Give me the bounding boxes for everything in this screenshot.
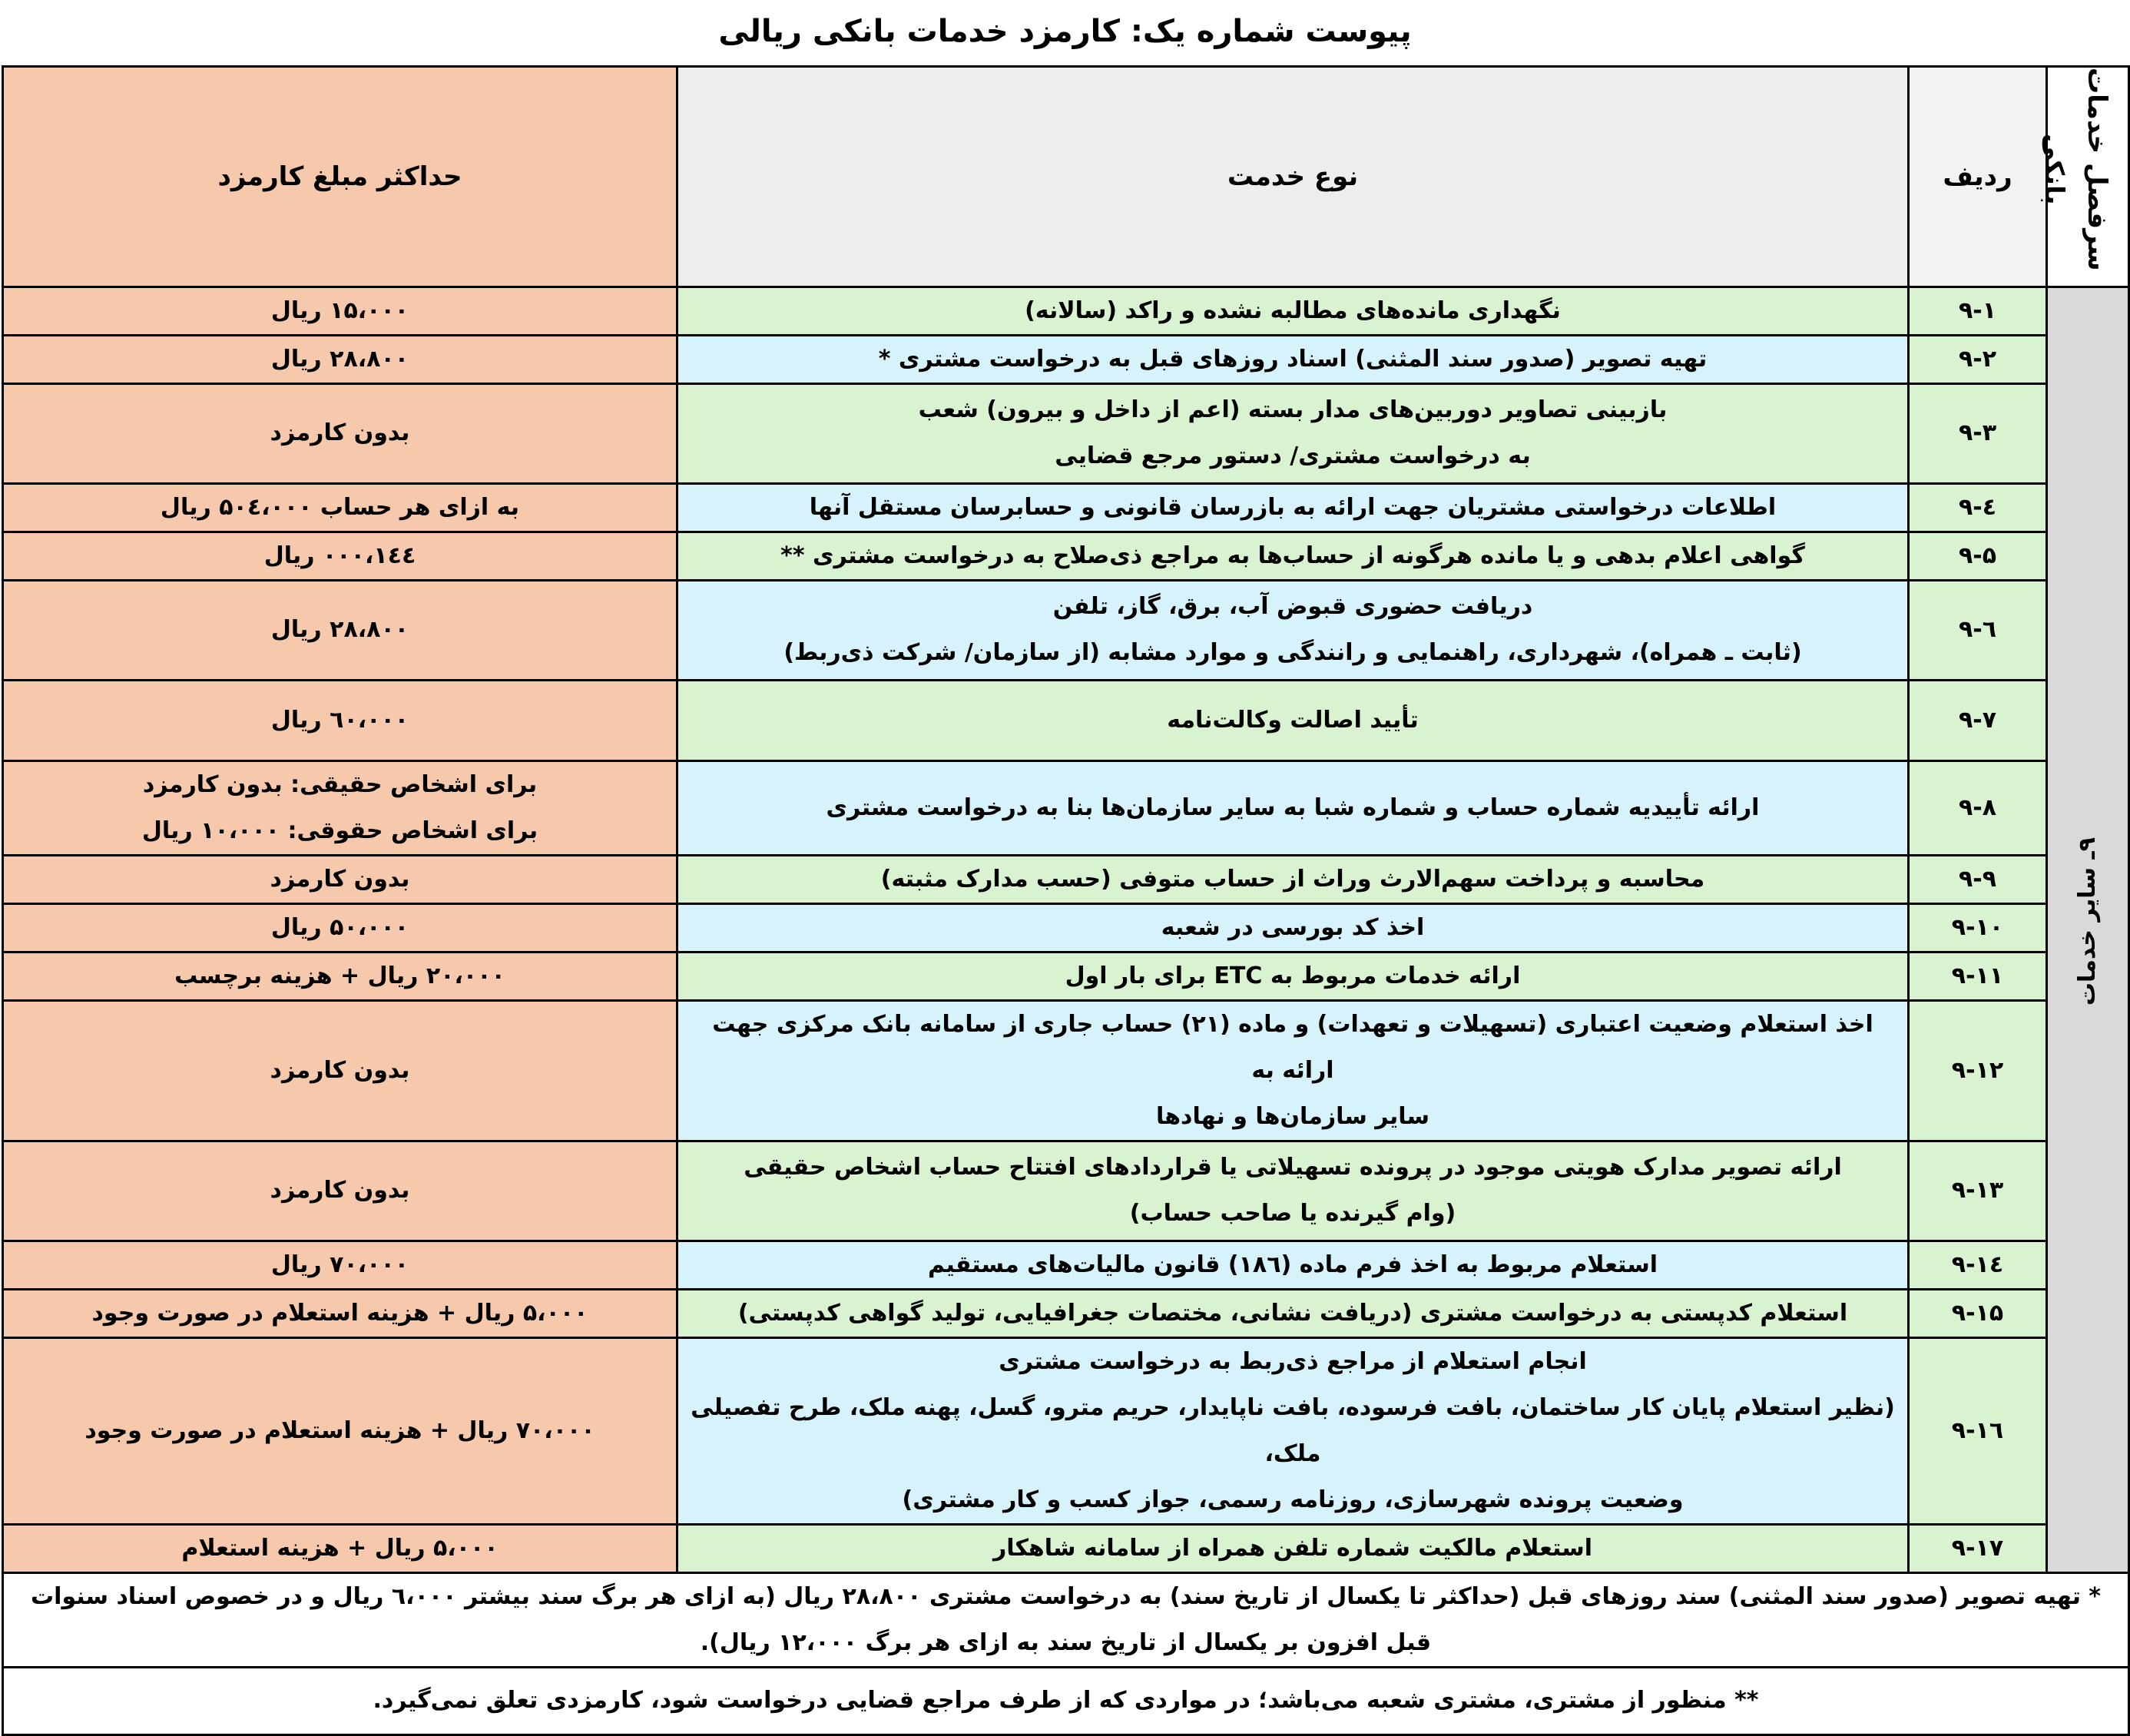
service-text: استعلام کدپستی به درخواست مشتری (دریافت نشانی، مختصات جغرافیایی، تولید گواهی کدپستی) bbox=[737, 1299, 1848, 1327]
max-fee-header: حداکثر مبلغ کارمزد bbox=[3, 67, 677, 287]
fee-text: بدون کارمزد bbox=[270, 1177, 410, 1204]
fee-text: ٦۰،۰۰۰ ریال bbox=[270, 706, 409, 734]
fee-cell bbox=[3, 483, 677, 532]
service-text: تأیید اصالت وکالت‌نامه bbox=[1167, 706, 1419, 734]
section-header-line-1: سرفصل خدمات bbox=[2082, 68, 2112, 271]
service-text: نگهداری مانده‌های مطالبه نشده و راکد (سالانه) bbox=[1025, 297, 1561, 324]
fee-cell bbox=[3, 1337, 677, 1524]
table-row bbox=[3, 1289, 2129, 1337]
footnote-1: * تهیه تصویر (صدور سند المثنی) سند روزهای قبل (حداکثر تا یکسال از تاریخ سند) به درخواست مشتری ۲۸،۸۰۰ ریال (به ازای هر برگ سند بیشتر ٦،۰۰۰ ریال و در خصوص اسناد سنوات قبل افزون بر یکسال از تاریخ سند به ازای هر برگ ۱۲،۰۰۰ ریال). bbox=[3, 1572, 2129, 1667]
service-text: وضعیت پرونده شهرسازی، روزنامه رسمی، جواز کسب و کار مشتری) bbox=[902, 1486, 1684, 1513]
row-number: ۹-۱٦ bbox=[1909, 1337, 2047, 1524]
row-number: ۹-۱۷ bbox=[1909, 1524, 2047, 1572]
service-cell bbox=[677, 483, 1909, 532]
fee-text: برای اشخاص حقیقی: بدون کارمزد bbox=[142, 770, 538, 798]
fee-cell bbox=[3, 1000, 677, 1141]
service-cell bbox=[677, 680, 1909, 760]
service-text: استعلام مالکیت شماره تلفن همراه از سامانه شاهکار bbox=[992, 1534, 1593, 1562]
table-row bbox=[3, 680, 2129, 760]
fee-cell bbox=[3, 383, 677, 483]
service-cell bbox=[677, 1337, 1909, 1524]
service-text: اخذ استعلام وضعیت اعتباری (تسهیلات و تعهدات) و ماده (۲۱) حساب جاری از سامانه بانک مرکزی جهت ارائه به bbox=[712, 1010, 1873, 1084]
footnote-row-2 bbox=[3, 1667, 2129, 1734]
fee-text: ۲۰،۰۰۰ ریال + هزینه برچسب bbox=[174, 962, 505, 989]
service-text: ارائه تصویر مدارک هویتی موجود در پرونده تسهیلاتی یا قراردادهای افتتاح حساب اشخاص حقیقی bbox=[744, 1154, 1842, 1181]
row-number: ۹-۸ bbox=[1909, 760, 2047, 855]
section-label-cell bbox=[2047, 287, 2129, 1572]
section-header bbox=[2039, 67, 2129, 287]
table-body bbox=[3, 287, 2129, 1572]
service-cell bbox=[677, 1524, 1909, 1572]
service-text: تهیه تصویر (صدور سند المثنی) اسناد روزهای قبل به درخواست مشتری * bbox=[878, 345, 1708, 373]
fee-text: ۷۰،۰۰۰ ریال + هزینه استعلام در صورت وجود bbox=[84, 1416, 595, 1444]
fee-text: ۵،۰۰۰ ریال + هزینه استعلام bbox=[181, 1534, 499, 1562]
service-cell bbox=[677, 287, 1909, 335]
row-number: ۹-٦ bbox=[1909, 580, 2047, 680]
row-number: ۹-۱٤ bbox=[1909, 1241, 2047, 1289]
service-type-header: نوع خدمت bbox=[677, 67, 1909, 287]
fee-cell bbox=[3, 1141, 677, 1241]
service-text: (نظیر استعلام پایان کار ساختمان، بافت فرسوده، بافت ناپایدار، حریم مترو، گسل، پهنه ملک، طرح تفصیلی ملک، bbox=[691, 1393, 1895, 1467]
service-cell bbox=[677, 1241, 1909, 1289]
row-number: ۹-۷ bbox=[1909, 680, 2047, 760]
service-text: دریافت حضوری قبوض آب، برق، گاز، تلفن bbox=[1052, 593, 1533, 621]
fee-text: ۷۰،۰۰۰ ریال bbox=[270, 1251, 409, 1278]
fee-text: ۵۰،۰۰۰ ریال bbox=[270, 913, 409, 941]
row-number: ۹-۲ bbox=[1909, 335, 2047, 383]
service-text: (وام گیرنده یا صاحب حساب) bbox=[1129, 1200, 1456, 1227]
fee-cell bbox=[3, 287, 677, 335]
section-header-line-2: بانکی bbox=[2039, 134, 2069, 205]
service-cell bbox=[677, 1000, 1909, 1141]
table-row bbox=[3, 855, 2129, 903]
row-number: ۹-۱۲ bbox=[1909, 1000, 2047, 1141]
fee-cell bbox=[3, 1289, 677, 1337]
table-row bbox=[3, 952, 2129, 1000]
fee-text: ۲۸،۸۰۰ ریال bbox=[270, 345, 409, 373]
fee-text: ۱۵،۰۰۰ ریال bbox=[270, 297, 409, 324]
table-row bbox=[3, 903, 2129, 952]
row-number: ۹-۱۵ bbox=[1909, 1289, 2047, 1337]
fee-text: ۱٤٤،۰۰۰ ریال bbox=[263, 542, 416, 569]
fee-text: بدون کارمزد bbox=[270, 419, 410, 447]
row-number: ۹-۱۱ bbox=[1909, 952, 2047, 1000]
service-cell bbox=[677, 335, 1909, 383]
row-number: ۹-۱۳ bbox=[1909, 1141, 2047, 1241]
fee-cell bbox=[3, 855, 677, 903]
row-number-header: ردیف bbox=[1909, 67, 2047, 287]
row-number: ۹-۹ bbox=[1909, 855, 2047, 903]
table-header-row bbox=[3, 67, 2129, 287]
fee-cell bbox=[3, 1524, 677, 1572]
table-row bbox=[3, 383, 2129, 483]
service-cell bbox=[677, 1141, 1909, 1241]
service-text: به درخواست مشتری/ دستور مرجع قضایی bbox=[1055, 442, 1531, 470]
row-number: ۹-۱ bbox=[1909, 287, 2047, 335]
service-text: گواهی اعلام بدهی و یا مانده هرگونه از حساب‌ها به مراجع ذی‌صلاح به درخواست مشتری ** bbox=[780, 542, 1805, 569]
fee-cell bbox=[3, 760, 677, 855]
service-cell bbox=[677, 580, 1909, 680]
table-row bbox=[3, 1141, 2129, 1241]
fee-cell bbox=[3, 532, 677, 580]
table-row bbox=[3, 1337, 2129, 1524]
fee-text: برای اشخاص حقوقی: ۱۰،۰۰۰ ریال bbox=[141, 817, 538, 844]
fee-table bbox=[2, 65, 2130, 1736]
fee-cell bbox=[3, 680, 677, 760]
table-row bbox=[3, 760, 2129, 855]
service-text: (ثابت ـ همراه)، شهرداری، راهنمایی و رانندگی و موارد مشابه (از سازمان/ شرکت ذی‌ربط) bbox=[783, 639, 1802, 667]
fee-cell bbox=[3, 1241, 677, 1289]
row-number: ۹-٤ bbox=[1909, 483, 2047, 532]
service-cell bbox=[677, 1289, 1909, 1337]
table-row bbox=[3, 1241, 2129, 1289]
fee-text: ۵،۰۰۰ ریال + هزینه استعلام در صورت وجود bbox=[91, 1299, 588, 1327]
fee-text: به ازای هر حساب ۵۰٤،۰۰۰ ریال bbox=[160, 493, 520, 521]
footnote-row-1 bbox=[3, 1572, 2129, 1667]
service-cell bbox=[677, 952, 1909, 1000]
service-cell bbox=[677, 903, 1909, 952]
footnote-2: ** منظور از مشتری، مشتری شعبه می‌باشد؛ در مواردی که از طرف مراجع قضایی درخواست شود، کارمزدی تعلق نمی‌گیرد. bbox=[3, 1667, 2129, 1734]
service-text: ارائه تأییدیه شماره حساب و شماره شبا به سایر سازمان‌ها بنا به درخواست مشتری bbox=[826, 793, 1760, 821]
table-row bbox=[3, 1524, 2129, 1572]
table-row bbox=[3, 335, 2129, 383]
page-title: پیوست شماره یک: کارمزد خدمات بانکی ریالی bbox=[718, 14, 1412, 49]
fee-text: ۲۸،۸۰۰ ریال bbox=[270, 616, 409, 644]
table-row bbox=[3, 532, 2129, 580]
service-text: بازبینی تصاویر دوربین‌های مدار بسته (اعم از داخل و بیرون) شعب bbox=[918, 396, 1668, 424]
service-text: محاسبه و پرداخت سهم‌الارث وراث از حساب متوفی (حسب مدارک مثبته) bbox=[880, 865, 1705, 893]
fee-cell bbox=[3, 952, 677, 1000]
service-text: ارائه خدمات مربوط به ETC برای بار اول bbox=[1065, 962, 1521, 989]
fee-cell bbox=[3, 580, 677, 680]
section-label: ۹ـ سایر خدمات bbox=[2074, 837, 2101, 1006]
service-text: اطلاعات درخواستی مشتریان جهت ارائه به بازرسان قانونی و حسابرسان مستقل آنها bbox=[809, 493, 1777, 521]
service-text: انجام استعلام از مراجع ذی‌ربط به درخواست مشتری bbox=[999, 1347, 1587, 1375]
service-text: استعلام مربوط به اخذ فرم ماده (۱۸٦) قانون مالیات‌های مستقیم bbox=[927, 1251, 1658, 1278]
fee-text: بدون کارمزد bbox=[270, 1056, 410, 1084]
service-text: سایر سازمان‌ها و نهادها bbox=[1155, 1102, 1429, 1130]
row-number: ۹-۳ bbox=[1909, 383, 2047, 483]
table-row bbox=[3, 287, 2129, 335]
table-row bbox=[3, 483, 2129, 532]
row-number: ۹-۱۰ bbox=[1909, 903, 2047, 952]
table-row bbox=[3, 580, 2129, 680]
service-cell bbox=[677, 532, 1909, 580]
service-cell bbox=[677, 383, 1909, 483]
table-row bbox=[3, 1000, 2129, 1141]
row-number: ۹-۵ bbox=[1909, 532, 2047, 580]
service-cell bbox=[677, 855, 1909, 903]
fee-text: بدون کارمزد bbox=[270, 865, 410, 893]
service-text: اخذ کد بورسی در شعبه bbox=[1161, 913, 1425, 941]
service-cell bbox=[677, 760, 1909, 855]
fee-cell bbox=[3, 335, 677, 383]
fee-cell bbox=[3, 903, 677, 952]
